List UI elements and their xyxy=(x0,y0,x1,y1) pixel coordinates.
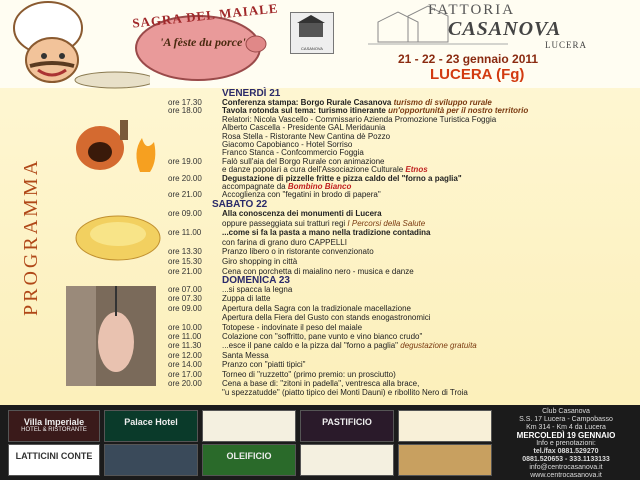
schedule-note: degustazione gratuita xyxy=(398,341,477,351)
event-subtitle: 'A fèste du porce' xyxy=(160,35,246,49)
info-line: Club Casanova xyxy=(542,408,590,415)
info-line: MERCOLEDÌ 19 GENNAIO xyxy=(516,431,616,440)
schedule-text: Degustazione di pizzelle fritte e pizza caldo del "forno a paglia" xyxy=(222,173,462,183)
schedule-time: ore 11.00 xyxy=(168,332,202,341)
info-line: Km 314 - Km 4 da Lucera xyxy=(526,424,606,431)
sponsor-name: OLEIFICIO xyxy=(226,451,272,461)
schedule-time: ore 07.00 xyxy=(168,285,202,294)
sponsor-ad xyxy=(398,444,492,476)
schedule-text: Alberto Cascella - Presidente GAL Meridaunia xyxy=(222,123,386,133)
schedule-text: Accoglienza con "fegatini in brodo di papera" xyxy=(222,190,381,200)
schedule-text: ...esce il pane caldo e la pizza dal "forno a paglia" xyxy=(222,341,399,351)
schedule-text: "u spezzatudde" (piatto tipico dei Monti Dauni) e ribollito Nero di Troia xyxy=(222,388,468,398)
programma-label: PROGRAMMA xyxy=(20,157,42,316)
info-line: www.centrocasanova.it xyxy=(530,472,602,479)
schedule-text: Alla conoscenza dei monumenti di Lucera xyxy=(222,209,382,218)
schedule-text: Tavola rotonda sul tema: turismo itinerante xyxy=(222,106,386,116)
sponsor-name: LATTICINI CONTE xyxy=(15,451,93,461)
info-line: S.S. 17 Lucera - Campobasso xyxy=(519,416,613,423)
event-city: LUCERA (Fg) xyxy=(430,66,525,83)
schedule-time: ore 20.00 xyxy=(168,173,202,183)
info-line: Info e prenotazioni: xyxy=(536,440,596,447)
schedule-item xyxy=(222,228,431,237)
schedule-item xyxy=(222,247,374,256)
schedule-item xyxy=(222,351,269,360)
schedule-time: ore 15.30 xyxy=(168,257,202,266)
schedule-text: Totopese - indovinate il peso del maiale xyxy=(222,322,363,332)
schedule-note: I Percorsi della Salute xyxy=(345,218,426,228)
schedule-text: Giacomo Capobianco - Hotel Sorriso xyxy=(222,140,353,149)
schedule-time: ore 13.30 xyxy=(168,247,202,257)
schedule-item xyxy=(222,313,431,322)
sponsor-ad xyxy=(8,444,100,476)
schedule-time: ore 09.00 xyxy=(168,209,202,218)
schedule-note: Bombino Bianco xyxy=(285,182,352,191)
schedule-time: ore 17.00 xyxy=(168,369,202,379)
schedule-text: Falò sull'aia del Borgo Rurale con animazione xyxy=(222,156,385,166)
day-sunday: DOMENICA 23 xyxy=(222,275,290,286)
schedule-text: Rosa Stella - Ristorante New Cantina dè Pozzo xyxy=(222,131,391,141)
sponsor-ad xyxy=(300,444,394,476)
schedule-item xyxy=(222,379,419,388)
schedule-text: e danze popolari a cura dell'Associazione Culturale xyxy=(222,165,404,175)
schedule-item xyxy=(222,267,414,276)
event-dates: 21 - 22 - 23 gennaio 2011 xyxy=(398,52,539,66)
info-line: 0881.520653 - 333.1133133 xyxy=(522,456,610,463)
schedule-text: Giro shopping in città xyxy=(222,257,298,266)
schedule-note: un'opportunità per il nostro territorio xyxy=(385,106,529,116)
schedule-item xyxy=(222,332,422,341)
schedule-text: accompagnate da xyxy=(222,182,286,191)
schedule-item xyxy=(222,238,347,247)
schedule-text: Cena a base di: "zitoni in padella", ventresca alla brace, xyxy=(222,379,420,388)
schedule-item xyxy=(222,341,477,350)
event-title: SAGRA DEL MAIALE xyxy=(131,0,280,31)
info-line: info@centrocasanova.it xyxy=(529,464,603,471)
schedule-item xyxy=(222,209,382,218)
schedule-item xyxy=(222,304,411,313)
schedule-text: Franco Stanca - Confcommercio Foggia xyxy=(222,148,364,158)
schedule-time: ore 07.30 xyxy=(168,294,202,304)
schedule-text: Pranzo libero o in ristorante convenzionato xyxy=(222,247,374,257)
schedule-item xyxy=(222,285,292,294)
day-saturday: SABATO 22 xyxy=(212,199,268,210)
schedule-item xyxy=(222,257,297,266)
schedule-text: Torneo di "ruzzetto" (primo premio: un prosciutto) xyxy=(222,369,396,379)
schedule-text: Cena con porchetta di maialino nero - musica e danze xyxy=(222,266,414,276)
oven-fire-illustration xyxy=(70,112,166,178)
schedule-time: ore 19.00 xyxy=(168,156,202,166)
schedule-item xyxy=(222,190,381,199)
schedule-item xyxy=(222,370,396,379)
schedule-item xyxy=(222,294,270,303)
contact-info xyxy=(492,408,640,480)
pig-slaughter-photo xyxy=(66,286,156,386)
sponsor-ad xyxy=(202,410,296,442)
sponsor-name: Villa Imperiale xyxy=(23,417,85,427)
sponsor-subtitle: HOTEL & RISTORANTE xyxy=(21,427,87,433)
sponsor-name: Palace Hotel xyxy=(124,417,178,427)
schedule-text: Santa Messa xyxy=(222,350,269,360)
schedule-text: oppure passeggiata sui tratturi regi xyxy=(222,218,346,228)
brand-fattoria: FATTORIA xyxy=(428,2,516,18)
schedule-text: con farina di grano duro CAPPELLI xyxy=(222,237,347,247)
schedule-time: ore 10.00 xyxy=(168,322,202,332)
schedule-item xyxy=(222,323,362,332)
schedule-time: ore 17.30 xyxy=(168,98,202,107)
schedule-text: ...come si fa la pasta a mano nella tradizione contadina xyxy=(222,228,431,238)
schedule-time: ore 09.00 xyxy=(168,303,202,313)
day-friday: VENERDÌ 21 xyxy=(222,88,281,99)
schedule-text: ...si spacca la legna xyxy=(222,285,293,294)
schedule-text: Colazione con "soffritto, pane vunto e vino bianco crudo" xyxy=(222,332,423,341)
schedule-note: turismo di sviluppo rurale xyxy=(391,98,492,107)
schedule-text: Zuppa di latte xyxy=(222,294,271,304)
schedule-time: ore 21.00 xyxy=(168,190,202,200)
brand-casanova: CASANOVA xyxy=(448,18,562,40)
logo-text: CASANOVA xyxy=(301,46,323,51)
schedule-item xyxy=(222,219,425,228)
brand-lucera: LUCERA xyxy=(545,40,587,50)
pasta-illustration xyxy=(70,204,166,268)
schedule-item xyxy=(222,388,468,397)
casanova-logo xyxy=(290,12,334,54)
header xyxy=(0,0,640,88)
sponsor-ad xyxy=(104,444,198,476)
schedule-time: ore 11.30 xyxy=(168,341,202,351)
schedule-time: ore 21.00 xyxy=(168,266,202,276)
sponsor-ad xyxy=(104,410,198,442)
schedule-time: ore 20.00 xyxy=(168,379,202,388)
schedule-time: ore 12.00 xyxy=(168,350,202,360)
schedule-time: ore 14.00 xyxy=(168,360,202,370)
etnos-logo: Etnos xyxy=(403,165,428,175)
schedule-text: Conferenza stampa: Borgo Rurale Casanova xyxy=(222,98,392,107)
schedule-text: Apertura della Sagra con la tradizionale macellazione xyxy=(222,303,411,313)
sponsor-ad xyxy=(8,410,100,442)
schedule-time: ore 18.00 xyxy=(168,106,202,116)
schedule-text: Apertura della Fiera del Gusto con stands enogastronomici xyxy=(222,313,431,323)
schedule-text: Relatori: Nicola Vascello - Commissario Azienda Promozione Turistica Foggia xyxy=(222,114,497,124)
schedule-time: ore 11.00 xyxy=(168,228,202,238)
schedule-text: Pranzo con "piatti tipici" xyxy=(222,360,306,370)
sponsor-ad xyxy=(398,410,492,442)
farm-logo-icon xyxy=(291,13,331,41)
sponsor-ad xyxy=(300,410,394,442)
sponsor-ad xyxy=(202,444,296,476)
schedule-item xyxy=(222,360,306,369)
info-line: tel./fax 0881.529270 xyxy=(533,448,599,455)
sponsor-name: PASTIFICIO xyxy=(322,417,372,427)
